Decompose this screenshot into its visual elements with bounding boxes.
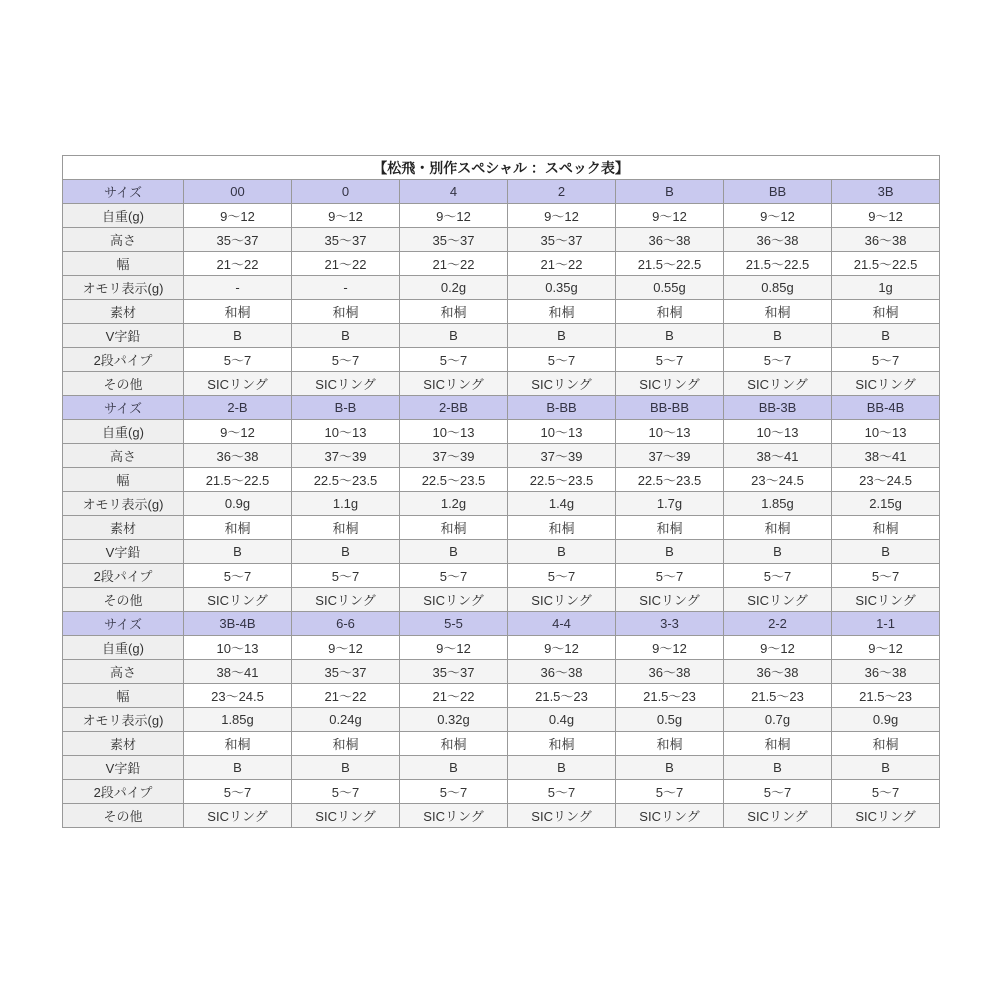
spec-value-cell: 38〜41 bbox=[724, 444, 832, 468]
spec-value-cell: B bbox=[184, 540, 292, 564]
spec-value-cell: SICリング bbox=[724, 372, 832, 396]
spec-value-cell: 和桐 bbox=[508, 300, 616, 324]
spec-value-cell: 36〜38 bbox=[616, 228, 724, 252]
spec-value-cell: SICリング bbox=[292, 804, 400, 828]
spec-value-cell: 和桐 bbox=[616, 516, 724, 540]
spec-value-cell: 22.5〜23.5 bbox=[616, 468, 724, 492]
spec-value-cell: 0.55g bbox=[616, 276, 724, 300]
size-header-cell: 4 bbox=[400, 180, 508, 204]
spec-value-cell: 5〜7 bbox=[508, 780, 616, 804]
size-row-label: サイズ bbox=[63, 612, 184, 636]
spec-value-cell: SICリング bbox=[508, 588, 616, 612]
spec-value-cell: 23〜24.5 bbox=[724, 468, 832, 492]
spec-value-cell: B bbox=[292, 540, 400, 564]
spec-row-label: 自重(g) bbox=[63, 204, 184, 228]
spec-row bbox=[63, 420, 940, 444]
size-header-cell: B-B bbox=[292, 396, 400, 420]
spec-value-cell: 9〜12 bbox=[832, 636, 940, 660]
spec-table-body bbox=[63, 180, 940, 828]
size-header-cell: 2-2 bbox=[724, 612, 832, 636]
spec-row-label: オモリ表示(g) bbox=[63, 492, 184, 516]
spec-value-cell: SICリング bbox=[292, 372, 400, 396]
spec-value-cell: 1.4g bbox=[508, 492, 616, 516]
spec-value-cell: B bbox=[292, 756, 400, 780]
spec-value-cell: 和桐 bbox=[832, 732, 940, 756]
size-header-cell: 0 bbox=[292, 180, 400, 204]
size-header-cell: 4-4 bbox=[508, 612, 616, 636]
spec-value-cell: SICリング bbox=[400, 588, 508, 612]
spec-value-cell: 1.1g bbox=[292, 492, 400, 516]
spec-value-cell: 和桐 bbox=[400, 516, 508, 540]
spec-value-cell: 和桐 bbox=[292, 516, 400, 540]
spec-value-cell: 9〜12 bbox=[184, 420, 292, 444]
spec-value-cell: 21.5〜22.5 bbox=[832, 252, 940, 276]
spec-value-cell: 和桐 bbox=[184, 732, 292, 756]
spec-value-cell: 37〜39 bbox=[616, 444, 724, 468]
spec-value-cell: 10〜13 bbox=[292, 420, 400, 444]
spec-value-cell: 36〜38 bbox=[832, 660, 940, 684]
spec-row-label: 2段パイプ bbox=[63, 564, 184, 588]
size-header-cell: 2 bbox=[508, 180, 616, 204]
spec-value-cell: 9〜12 bbox=[292, 636, 400, 660]
spec-value-cell: 35〜37 bbox=[292, 228, 400, 252]
spec-value-cell: 35〜37 bbox=[400, 660, 508, 684]
spec-row-label: 自重(g) bbox=[63, 636, 184, 660]
spec-value-cell: 21.5〜23 bbox=[724, 684, 832, 708]
spec-value-cell: B bbox=[184, 324, 292, 348]
spec-value-cell: 36〜38 bbox=[616, 660, 724, 684]
spec-value-cell: 10〜13 bbox=[724, 420, 832, 444]
table-title: 【松飛・別作スペシャル ：スペック表】 bbox=[63, 156, 940, 180]
spec-value-cell: 5〜7 bbox=[400, 780, 508, 804]
spec-value-cell: 和桐 bbox=[184, 516, 292, 540]
spec-value-cell: B bbox=[184, 756, 292, 780]
spec-value-cell: 5〜7 bbox=[616, 780, 724, 804]
spec-row bbox=[63, 756, 940, 780]
spec-value-cell: 和桐 bbox=[832, 516, 940, 540]
spec-value-cell: 0.9g bbox=[184, 492, 292, 516]
spec-value-cell: 10〜13 bbox=[400, 420, 508, 444]
spec-value-cell: 和桐 bbox=[400, 732, 508, 756]
spec-value-cell: 5〜7 bbox=[292, 348, 400, 372]
size-header-cell: B-BB bbox=[508, 396, 616, 420]
spec-value-cell: SICリング bbox=[400, 804, 508, 828]
spec-value-cell: 5〜7 bbox=[616, 348, 724, 372]
spec-value-cell: 10〜13 bbox=[184, 636, 292, 660]
spec-value-cell: B bbox=[400, 756, 508, 780]
spec-value-cell: 1.85g bbox=[184, 708, 292, 732]
spec-value-cell: 21〜22 bbox=[508, 252, 616, 276]
spec-value-cell: 0.85g bbox=[724, 276, 832, 300]
spec-value-cell: 10〜13 bbox=[616, 420, 724, 444]
size-row-label: サイズ bbox=[63, 180, 184, 204]
spec-row bbox=[63, 300, 940, 324]
spec-row bbox=[63, 732, 940, 756]
spec-row bbox=[63, 372, 940, 396]
spec-value-cell: 35〜37 bbox=[400, 228, 508, 252]
spec-value-cell: 21.5〜22.5 bbox=[184, 468, 292, 492]
spec-row bbox=[63, 276, 940, 300]
spec-value-cell: 35〜37 bbox=[292, 660, 400, 684]
spec-value-cell: B bbox=[832, 324, 940, 348]
spec-value-cell: B bbox=[832, 540, 940, 564]
spec-value-cell: 22.5〜23.5 bbox=[400, 468, 508, 492]
spec-value-cell: 和桐 bbox=[832, 300, 940, 324]
spec-row bbox=[63, 252, 940, 276]
spec-value-cell: 5〜7 bbox=[400, 348, 508, 372]
spec-value-cell: 和桐 bbox=[508, 516, 616, 540]
spec-value-cell: 21〜22 bbox=[400, 684, 508, 708]
spec-value-cell: 22.5〜23.5 bbox=[292, 468, 400, 492]
spec-value-cell: 0.35g bbox=[508, 276, 616, 300]
spec-row bbox=[63, 444, 940, 468]
spec-row bbox=[63, 660, 940, 684]
spec-value-cell: 5〜7 bbox=[184, 348, 292, 372]
spec-row bbox=[63, 804, 940, 828]
spec-value-cell: 和桐 bbox=[292, 300, 400, 324]
spec-value-cell: SICリング bbox=[400, 372, 508, 396]
spec-row-label: その他 bbox=[63, 588, 184, 612]
spec-row-label: 幅 bbox=[63, 684, 184, 708]
spec-row-label: 素材 bbox=[63, 732, 184, 756]
spec-row-label: オモリ表示(g) bbox=[63, 276, 184, 300]
spec-value-cell: 0.2g bbox=[400, 276, 508, 300]
spec-value-cell: 5〜7 bbox=[724, 780, 832, 804]
spec-row-label: その他 bbox=[63, 804, 184, 828]
spec-value-cell: 35〜37 bbox=[184, 228, 292, 252]
spec-table bbox=[62, 155, 940, 828]
size-header-cell: 5-5 bbox=[400, 612, 508, 636]
spec-value-cell: 21〜22 bbox=[292, 252, 400, 276]
spec-value-cell: 38〜41 bbox=[832, 444, 940, 468]
spec-row-label: 高さ bbox=[63, 228, 184, 252]
spec-value-cell: SICリング bbox=[616, 372, 724, 396]
title-row bbox=[63, 156, 940, 180]
spec-value-cell: 1.7g bbox=[616, 492, 724, 516]
spec-value-cell: B bbox=[400, 324, 508, 348]
size-header-cell: 6-6 bbox=[292, 612, 400, 636]
spec-value-cell: 5〜7 bbox=[724, 348, 832, 372]
spec-value-cell: SICリング bbox=[292, 588, 400, 612]
spec-value-cell: B bbox=[616, 540, 724, 564]
spec-row bbox=[63, 684, 940, 708]
size-header-cell: 2-B bbox=[184, 396, 292, 420]
spec-value-cell: 21.5〜22.5 bbox=[724, 252, 832, 276]
size-header-cell: 1-1 bbox=[832, 612, 940, 636]
spec-row bbox=[63, 780, 940, 804]
spec-value-cell: 9〜12 bbox=[724, 636, 832, 660]
spec-value-cell: SICリング bbox=[508, 372, 616, 396]
spec-value-cell: 23〜24.5 bbox=[184, 684, 292, 708]
spec-row-label: 自重(g) bbox=[63, 420, 184, 444]
size-header-cell: 3B bbox=[832, 180, 940, 204]
spec-value-cell: 1.2g bbox=[400, 492, 508, 516]
spec-value-cell: - bbox=[184, 276, 292, 300]
spec-value-cell: 9〜12 bbox=[508, 204, 616, 228]
spec-row bbox=[63, 540, 940, 564]
spec-value-cell: 和桐 bbox=[724, 732, 832, 756]
spec-row bbox=[63, 564, 940, 588]
spec-value-cell: 0.7g bbox=[724, 708, 832, 732]
spec-value-cell: 5〜7 bbox=[832, 780, 940, 804]
size-header-row bbox=[63, 612, 940, 636]
spec-value-cell: 1g bbox=[832, 276, 940, 300]
spec-value-cell: 36〜38 bbox=[508, 660, 616, 684]
spec-value-cell: 35〜37 bbox=[508, 228, 616, 252]
spec-value-cell: B bbox=[616, 324, 724, 348]
spec-value-cell: B bbox=[292, 324, 400, 348]
spec-value-cell: 38〜41 bbox=[184, 660, 292, 684]
spec-row bbox=[63, 492, 940, 516]
spec-value-cell: SICリング bbox=[508, 804, 616, 828]
spec-row bbox=[63, 468, 940, 492]
spec-value-cell: 和桐 bbox=[724, 516, 832, 540]
spec-value-cell: 9〜12 bbox=[616, 636, 724, 660]
spec-value-cell: 5〜7 bbox=[292, 780, 400, 804]
spec-value-cell: 5〜7 bbox=[184, 780, 292, 804]
spec-value-cell: 5〜7 bbox=[616, 564, 724, 588]
spec-value-cell: 0.9g bbox=[832, 708, 940, 732]
spec-value-cell: B bbox=[724, 756, 832, 780]
spec-value-cell: 10〜13 bbox=[832, 420, 940, 444]
spec-value-cell: 5〜7 bbox=[724, 564, 832, 588]
spec-value-cell: B bbox=[616, 756, 724, 780]
spec-row-label: V字鉛 bbox=[63, 540, 184, 564]
spec-value-cell: 9〜12 bbox=[616, 204, 724, 228]
spec-value-cell: 36〜38 bbox=[724, 660, 832, 684]
spec-value-cell: 9〜12 bbox=[832, 204, 940, 228]
size-header-cell: 3-3 bbox=[616, 612, 724, 636]
spec-value-cell: 37〜39 bbox=[292, 444, 400, 468]
spec-value-cell: SICリング bbox=[832, 588, 940, 612]
spec-value-cell: SICリング bbox=[724, 804, 832, 828]
spec-value-cell: 36〜38 bbox=[832, 228, 940, 252]
spec-value-cell: 2.15g bbox=[832, 492, 940, 516]
spec-value-cell: 21.5〜23 bbox=[616, 684, 724, 708]
spec-row-label: 幅 bbox=[63, 468, 184, 492]
spec-value-cell: B bbox=[508, 324, 616, 348]
size-header-cell: BB-4B bbox=[832, 396, 940, 420]
spec-row-label: V字鉛 bbox=[63, 324, 184, 348]
spec-row-label: 素材 bbox=[63, 300, 184, 324]
spec-value-cell: 10〜13 bbox=[508, 420, 616, 444]
spec-row-label: 高さ bbox=[63, 444, 184, 468]
spec-value-cell: 21.5〜22.5 bbox=[616, 252, 724, 276]
spec-row-label: 幅 bbox=[63, 252, 184, 276]
spec-value-cell: SICリング bbox=[184, 588, 292, 612]
spec-value-cell: SICリング bbox=[616, 804, 724, 828]
spec-value-cell: 0.32g bbox=[400, 708, 508, 732]
spec-value-cell: 和桐 bbox=[292, 732, 400, 756]
spec-value-cell: SICリング bbox=[184, 372, 292, 396]
spec-value-cell: 和桐 bbox=[184, 300, 292, 324]
spec-value-cell: B bbox=[400, 540, 508, 564]
spec-value-cell: 9〜12 bbox=[508, 636, 616, 660]
spec-value-cell: SICリング bbox=[184, 804, 292, 828]
spec-value-cell: - bbox=[292, 276, 400, 300]
size-header-cell: BB bbox=[724, 180, 832, 204]
spec-value-cell: B bbox=[724, 324, 832, 348]
spec-row bbox=[63, 636, 940, 660]
spec-row bbox=[63, 516, 940, 540]
spec-value-cell: 21.5〜23 bbox=[508, 684, 616, 708]
spec-value-cell: 23〜24.5 bbox=[832, 468, 940, 492]
spec-value-cell: 和桐 bbox=[616, 732, 724, 756]
spec-value-cell: SICリング bbox=[832, 372, 940, 396]
spec-row bbox=[63, 588, 940, 612]
size-header-row bbox=[63, 180, 940, 204]
spec-row bbox=[63, 708, 940, 732]
spec-row-label: 素材 bbox=[63, 516, 184, 540]
spec-row-label: オモリ表示(g) bbox=[63, 708, 184, 732]
spec-value-cell: 22.5〜23.5 bbox=[508, 468, 616, 492]
spec-row bbox=[63, 228, 940, 252]
spec-row-label: 2段パイプ bbox=[63, 780, 184, 804]
spec-value-cell: 9〜12 bbox=[724, 204, 832, 228]
spec-value-cell: 0.24g bbox=[292, 708, 400, 732]
size-row-label: サイズ bbox=[63, 396, 184, 420]
spec-value-cell: 5〜7 bbox=[292, 564, 400, 588]
spec-value-cell: 9〜12 bbox=[292, 204, 400, 228]
spec-value-cell: 0.4g bbox=[508, 708, 616, 732]
spec-value-cell: 5〜7 bbox=[400, 564, 508, 588]
spec-value-cell: B bbox=[508, 540, 616, 564]
spec-row-label: 高さ bbox=[63, 660, 184, 684]
spec-value-cell: 21.5〜23 bbox=[832, 684, 940, 708]
size-header-cell: BB-BB bbox=[616, 396, 724, 420]
spec-row-label: その他 bbox=[63, 372, 184, 396]
spec-value-cell: B bbox=[832, 756, 940, 780]
spec-value-cell: SICリング bbox=[832, 804, 940, 828]
spec-row-label: 2段パイプ bbox=[63, 348, 184, 372]
spec-value-cell: 9〜12 bbox=[184, 204, 292, 228]
spec-value-cell: 21〜22 bbox=[400, 252, 508, 276]
spec-row bbox=[63, 324, 940, 348]
spec-value-cell: 21〜22 bbox=[184, 252, 292, 276]
spec-value-cell: 0.5g bbox=[616, 708, 724, 732]
spec-value-cell: 21〜22 bbox=[292, 684, 400, 708]
spec-value-cell: SICリング bbox=[616, 588, 724, 612]
spec-value-cell: 和桐 bbox=[400, 300, 508, 324]
spec-value-cell: B bbox=[508, 756, 616, 780]
size-header-row bbox=[63, 396, 940, 420]
size-header-cell: 00 bbox=[184, 180, 292, 204]
spec-value-cell: 和桐 bbox=[616, 300, 724, 324]
spec-value-cell: 5〜7 bbox=[184, 564, 292, 588]
spec-row-label: V字鉛 bbox=[63, 756, 184, 780]
size-header-cell: BB-3B bbox=[724, 396, 832, 420]
spec-value-cell: 5〜7 bbox=[508, 348, 616, 372]
spec-value-cell: B bbox=[724, 540, 832, 564]
spec-value-cell: 5〜7 bbox=[832, 564, 940, 588]
spec-row bbox=[63, 348, 940, 372]
spec-row bbox=[63, 204, 940, 228]
spec-value-cell: 9〜12 bbox=[400, 204, 508, 228]
spec-value-cell: 5〜7 bbox=[832, 348, 940, 372]
spec-value-cell: 和桐 bbox=[508, 732, 616, 756]
spec-value-cell: 36〜38 bbox=[724, 228, 832, 252]
spec-value-cell: 37〜39 bbox=[508, 444, 616, 468]
size-header-cell: B bbox=[616, 180, 724, 204]
spec-value-cell: 和桐 bbox=[724, 300, 832, 324]
size-header-cell: 2-BB bbox=[400, 396, 508, 420]
spec-value-cell: 37〜39 bbox=[400, 444, 508, 468]
spec-value-cell: SICリング bbox=[724, 588, 832, 612]
spec-value-cell: 36〜38 bbox=[184, 444, 292, 468]
spec-value-cell: 5〜7 bbox=[508, 564, 616, 588]
spec-value-cell: 1.85g bbox=[724, 492, 832, 516]
size-header-cell: 3B-4B bbox=[184, 612, 292, 636]
spec-value-cell: 9〜12 bbox=[400, 636, 508, 660]
